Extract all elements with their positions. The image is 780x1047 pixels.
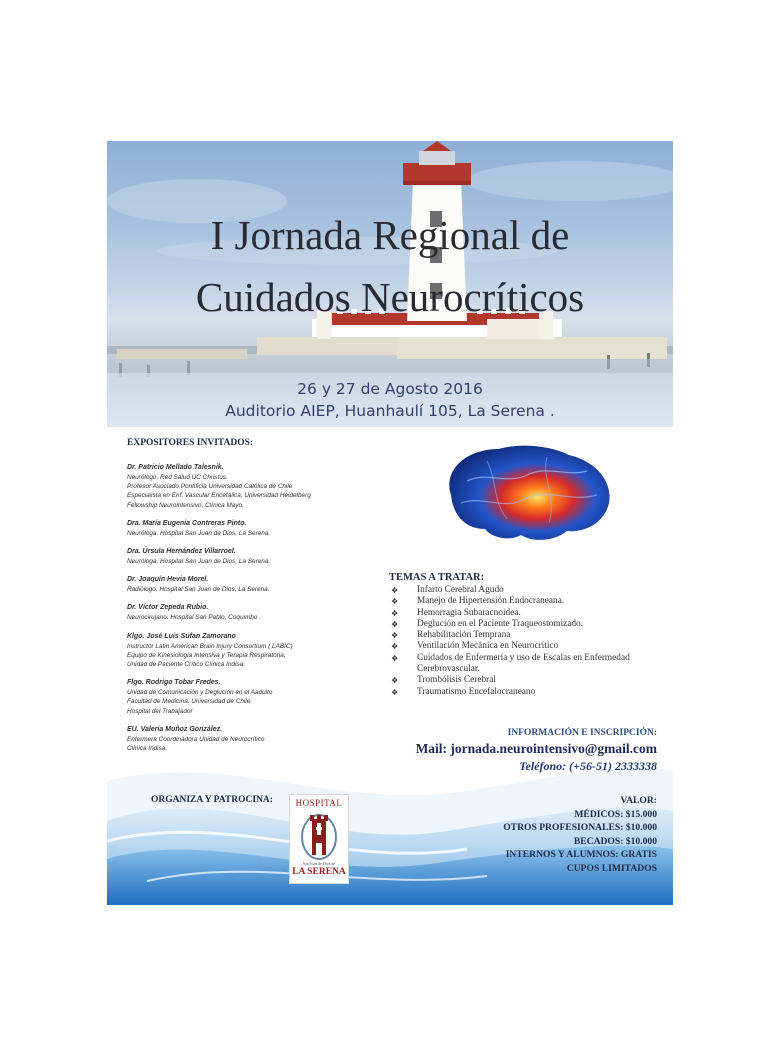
speaker-credential: Fellowship Neurointensivo, Clínica Mayo. bbox=[127, 501, 244, 509]
event-venue: Auditorio AIEP, Huanhaulí 105, La Serena . bbox=[225, 402, 555, 420]
speaker-credential: Radiólogo. Hospital San Juan de Dios, La Serena. bbox=[127, 586, 270, 594]
topic-text: Infarto Cerebral Agudo bbox=[417, 585, 504, 595]
diamond-bullet-icon: ❖ bbox=[391, 687, 399, 697]
topic-text: Traumatismo Encefalocraneano bbox=[417, 686, 536, 697]
diamond-bullet-icon: ❖ bbox=[391, 653, 399, 663]
sponsor-label: ORGANIZA Y PATROCINA: bbox=[151, 795, 273, 805]
poster-header bbox=[107, 141, 673, 427]
topic-item bbox=[389, 630, 669, 641]
speaker-credential: Clínica Indisa. bbox=[127, 745, 168, 753]
topic-item bbox=[389, 608, 669, 619]
diamond-bullet-icon: ❖ bbox=[391, 642, 399, 652]
price-line: CUPOS LIMITADOS bbox=[566, 862, 657, 874]
diamond-bullet-icon: ❖ bbox=[391, 608, 399, 618]
event-poster bbox=[107, 141, 673, 905]
event-date: 26 y 27 de Agosto 2016 bbox=[297, 380, 483, 398]
price-line: OTROS PROFESIONALES: $10.000 bbox=[503, 822, 657, 833]
topic-text: Rehabilitación Temprana bbox=[417, 630, 511, 641]
speaker-name: Dr. Joaquín Hevia Morel. bbox=[127, 576, 209, 584]
speaker-name: Klgo. José Luis Sufan Zamorano bbox=[127, 632, 236, 640]
speaker-credential: Enfermera Coordinadora Unidad de Neurocrítico bbox=[127, 735, 265, 743]
speaker-credential: Facultad de Medicina. Universidad de Chile. bbox=[127, 698, 253, 706]
speaker-name: Dra. María Eugenia Contreras Pinto. bbox=[127, 519, 247, 527]
hospital-logo bbox=[289, 794, 349, 884]
event-title-line-1: I Jornada Regional de bbox=[210, 212, 570, 258]
speaker-credential: Especialista en Enf. Vascular Encefálica. Universidad Heidelberg bbox=[127, 492, 311, 500]
contact-phone: Teléfono: (+56-51) 2333338 bbox=[519, 759, 657, 773]
prices-heading: VALOR: bbox=[620, 795, 657, 806]
topic-item bbox=[389, 653, 669, 676]
speaker-name: EU. Valeria Muñoz González. bbox=[127, 725, 223, 733]
topic-text: Hemorragia Subaracnoidea. bbox=[417, 607, 521, 618]
speaker-entry bbox=[127, 603, 377, 622]
info-heading: INFORMACIÓN E INSCRIPCIÓN: bbox=[507, 728, 657, 738]
speaker-credential: Unidad de Paciente Crítico Clínica Indisa. bbox=[127, 661, 245, 669]
topic-text: Cuidados de Enfermería y uso de Escalas en Enfermedad Cerebrovascular. bbox=[417, 652, 630, 675]
topic-text: Trombólisis Cerebral bbox=[417, 675, 496, 686]
topic-item bbox=[389, 596, 669, 607]
price-line: MÉDICOS: $15.000 bbox=[574, 808, 657, 820]
contact-email[interactable]: Mail: jornada.neurointensivo@gmail.com bbox=[415, 741, 657, 756]
topic-item bbox=[389, 585, 669, 596]
price-line: INTERNOS Y ALUMNOS: GRATIS bbox=[505, 849, 657, 860]
speaker-name: Dr. Víctor Zepeda Rubio. bbox=[127, 604, 209, 612]
speaker-credential: Equipo de Kinesiología Intensiva y Terapia Respiratoria, bbox=[127, 651, 286, 659]
topic-text: Manejo de Hipertensión Endocraneana. bbox=[417, 596, 565, 607]
event-title-line-2: Cuidados Neurocríticos bbox=[195, 274, 585, 320]
speaker-credential: Neuróloga. Hospital San Juan de Dios, La Serena. bbox=[127, 558, 271, 566]
topic-text: Deglución en el Paciente Traqueostomizado. bbox=[417, 618, 584, 629]
topic-text: Ventilación Mecánica en Neurocrítico bbox=[417, 641, 559, 652]
diamond-bullet-icon: ❖ bbox=[391, 586, 399, 595]
speakers-heading: EXPOSITORES INVITADOS: bbox=[127, 438, 254, 448]
diamond-bullet-icon: ❖ bbox=[391, 631, 399, 641]
speaker-entry bbox=[127, 575, 377, 594]
topic-item bbox=[389, 619, 669, 630]
speaker-credential: Neurocirujano. Hospital San Pablo, Coquimbo . bbox=[127, 614, 261, 622]
prices-block bbox=[503, 794, 657, 875]
speaker-credential: Hospital del Trabajador bbox=[127, 707, 193, 715]
speaker-entry bbox=[127, 678, 377, 716]
speaker-credential: Unidad de Comunicación y Deglución en el Aadulto bbox=[127, 689, 273, 697]
hospital-logo-bottom: LA SERENA bbox=[292, 867, 346, 877]
diamond-bullet-icon: ❖ bbox=[391, 676, 399, 686]
speaker-entry bbox=[127, 463, 377, 510]
speaker-name: Flgo. Rodrigo Tobar Fredes. bbox=[127, 679, 221, 687]
price-line: BECADOS: $10.000 bbox=[573, 835, 657, 847]
speaker-name: Dr. Patricio Mellado Talesnik. bbox=[127, 464, 224, 471]
topic-item bbox=[389, 675, 669, 686]
speaker-credential: Neurólogo. Red Salud UC Christus. bbox=[127, 474, 228, 481]
speaker-credential: Profesor Asociado Pontificia Universidad Católica de Chile bbox=[127, 483, 293, 491]
speaker-entry bbox=[127, 725, 377, 753]
diamond-bullet-icon: ❖ bbox=[391, 597, 399, 607]
topics-heading: TEMAS A TRATAR: bbox=[389, 572, 485, 583]
speaker-entry bbox=[127, 519, 377, 538]
speaker-credential: Instructor Latin American Brain Injury Consortium ( LABIC) bbox=[127, 642, 293, 650]
speaker-name: Dra. Úrsula Hernández Villarroel. bbox=[127, 548, 236, 556]
speaker-entry bbox=[127, 547, 377, 566]
topic-item bbox=[389, 687, 669, 698]
brain-illustration bbox=[437, 441, 617, 545]
speaker-credential: Neuróloga. Hospital San Juan de Dios, La Serena. bbox=[127, 529, 271, 537]
diamond-bullet-icon: ❖ bbox=[391, 619, 399, 629]
speaker-entry bbox=[127, 632, 377, 670]
topic-item bbox=[389, 641, 669, 652]
hospital-logo-sub: San Juan de Dios de bbox=[302, 861, 336, 866]
speakers-list bbox=[127, 463, 377, 762]
hospital-logo-top: HOSPITAL bbox=[295, 798, 343, 808]
topics-list bbox=[389, 585, 669, 698]
